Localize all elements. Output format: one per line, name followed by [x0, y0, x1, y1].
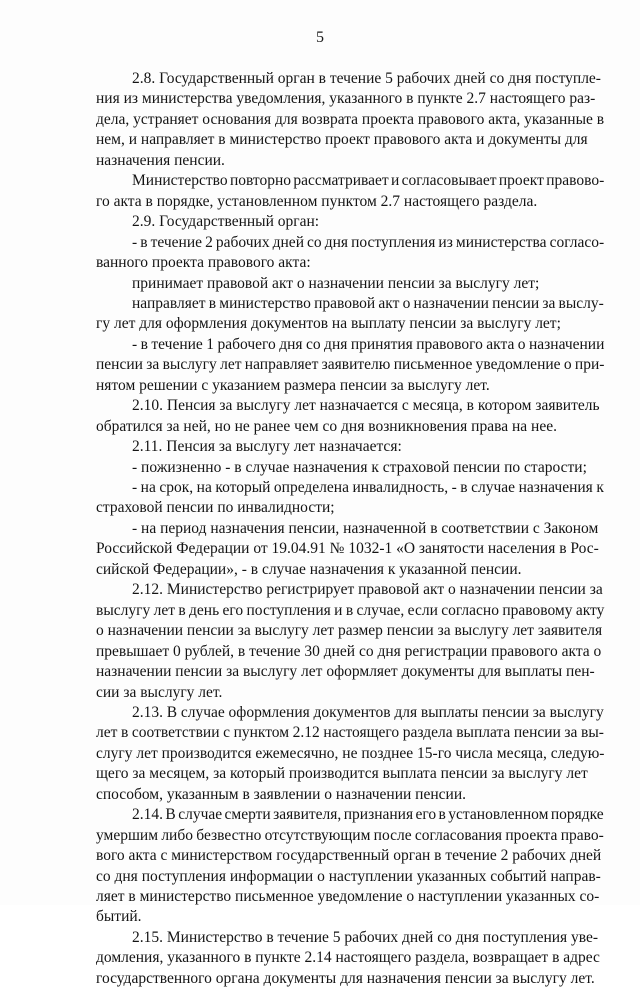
text-line: 2.13. В случае оформления документов для выплаты пенсии за выслугу	[132, 703, 604, 721]
text-line: - на срок, на который определена инвалидность, - в случае назначения к	[132, 479, 604, 496]
text-line: ния из министерства уведомления, указанного в пункте 2.7 настоящего раз-	[96, 90, 596, 108]
text-line: государственного органа документы для назначения пенсии за выслугу лет.	[96, 969, 595, 987]
text-line: назначении пенсии за выслугу лет оформляет документы для выплаты пен-	[96, 663, 595, 681]
text-line: бытий.	[96, 908, 142, 926]
text-line: ляет в министерство письменное уведомление о наступлении указанных со-	[96, 888, 600, 905]
text-line: сийской Федерации», - в случае назначения к указанной пенсии.	[96, 560, 522, 578]
text-line: 2.10. Пенсия за выслугу лет назначается с месяца, в котором заявитель	[132, 397, 600, 415]
text-line: го акта в порядке, установленном пунктом 2.7 настоящего раздела.	[96, 192, 538, 210]
text-line: вого акта с министерством государственный орган в течение 2 рабочих дней	[96, 847, 602, 865]
page-number: 5	[316, 29, 324, 46]
text-line: сии за выслугу лет.	[96, 683, 223, 701]
text-line: - на период назначения пенсии, назначенной в соответствии с Законом	[132, 519, 599, 537]
text-line: - пожизненно - в случае назначения к страховой пенсии по старости;	[132, 458, 587, 476]
text-line: пенсии за выслугу лет направляет заявителю письменное уведомление о при-	[96, 356, 605, 374]
text-line: способом, указанным в заявлении о назначении пенсии.	[96, 785, 466, 803]
text-line: Российской Федерации от 19.04.91 № 1032-1 «О занятости населения в Рос-	[96, 540, 599, 558]
text-line: 2.9. Государственный орган:	[132, 213, 320, 231]
text-line: страховой пенсии по инвалидности;	[96, 499, 335, 517]
text-line: домления, указанного в пункте 2.14 настоящего раздела, возвращает в адрес	[96, 949, 600, 967]
text-line: 2.8. Государственный орган в течение 5 рабочих дней со дня поступле-	[132, 70, 601, 87]
text-line: слугу лет производится ежемесячно, не позднее 15-го числа месяца, следую-	[96, 744, 605, 762]
text-line: умершим либо безвестно отсутствующим после согласования проекта право-	[96, 826, 604, 844]
text-line: 2.14. В случае смерти заявителя, признания его в установленном порядке	[132, 806, 604, 824]
text-line: превышает 0 рублей, в течение 30 дней со дня регистрации правового акта о	[96, 642, 602, 660]
text-line: нятом решении с указанием размера пенсии за выслугу лет.	[96, 376, 490, 394]
text-line: гу лет для оформления документов на выплату пенсии за выслугу лет;	[96, 315, 561, 333]
text-line: Министерство повторно рассматривает и согласовывает проект правово-	[132, 172, 605, 190]
text-line: щего за месяцем, за который производится выплата пенсии за выслугу лет	[96, 765, 588, 783]
text-line: - в течение 1 рабочего дня со дня принятия правового акта о назначении	[132, 335, 605, 353]
text-line: ванного проекта правового акта:	[96, 254, 311, 272]
text-line: 2.12. Министерство регистрирует правовой акт о назначении пенсии за	[132, 581, 603, 599]
text-line: - в течение 2 рабочих дней со дня поступления из министерства согласо-	[132, 233, 605, 251]
text-line: нем, и направляет в министерство проект правового акта и документы для	[96, 131, 588, 149]
text-line: 2.11. Пенсия за выслугу лет назначается:	[132, 438, 402, 456]
text-line: принимает правовой акт о назначении пенсии за выслугу лет;	[132, 274, 540, 292]
text-line: лет в соответствии с пунктом 2.12 настоящего раздела выплата пенсии за вы-	[96, 724, 604, 742]
text-line: дела, устраняет основания для возврата проекта правового акта, указанные в	[96, 110, 605, 128]
text-line: о назначении пенсии за выслугу лет размер пенсии за выслугу лет заявителя	[96, 622, 603, 640]
text-line: со дня поступления информации о наступлении указанных событий направ-	[96, 867, 601, 885]
text-line: назначения пенсии.	[96, 151, 225, 169]
text-line: обратился за ней, но не ранее чем со дня возникновения права на нее.	[96, 417, 557, 435]
text-line: выслугу лет в день его поступления и в случае, если согласно правовому акту	[96, 601, 605, 619]
text-line: 2.15. Министерство в течение 5 рабочих дней со дня поступления уве-	[132, 928, 599, 946]
text-line: направляет в министерство правовой акт о назначении пенсии за выслу-	[132, 294, 604, 312]
